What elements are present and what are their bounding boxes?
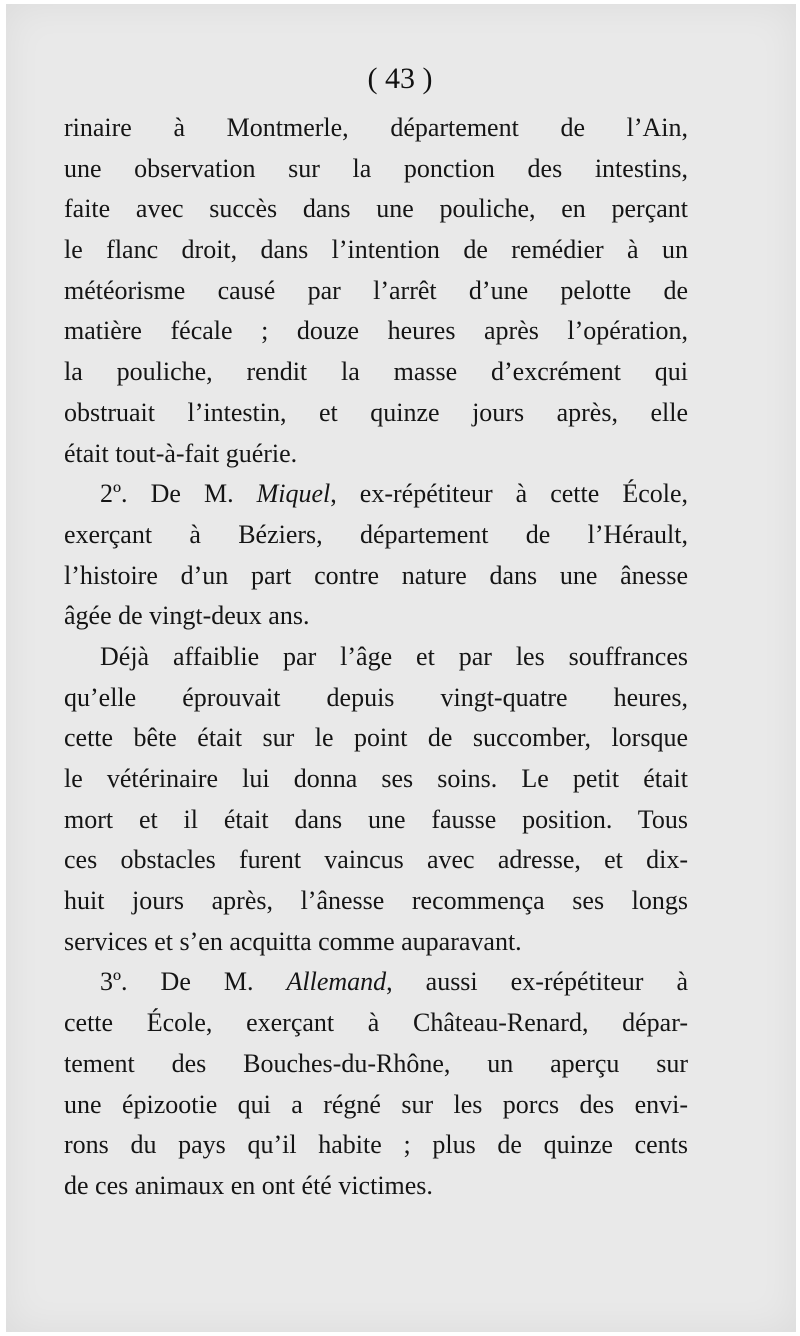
text-line: l’histoire d’un part contre nature dans une ânesse	[64, 560, 688, 590]
item-2-suffix: , ex-répétiteur à cette École,	[330, 479, 688, 509]
text-line: obstruait l’intestin, et quinze jours après, elle	[64, 397, 688, 427]
text-line: ces obstacles furent vaincus avec adresse, et dix-	[64, 845, 688, 875]
text-line: Déjà affaiblie par l’âge et par les souffrances	[100, 641, 688, 671]
text-line: mort et il était dans une fausse position. Tous	[64, 804, 688, 834]
text-line: tement des Bouches-du-Rhône, un aperçu sur	[64, 1048, 688, 1078]
text-line: exerçant à Béziers, département de l’Hérault,	[64, 519, 688, 549]
text-line: rons du pays qu’il habite ; plus de quinze cents	[64, 1130, 688, 1160]
text-line: rinaire à Montmerle, département de l’Ain,	[64, 113, 688, 142]
person-name-allemand: Allemand	[286, 967, 387, 997]
text-line: cette École, exerçant à Château-Renard, dépar-	[64, 1008, 688, 1038]
body-text	[64, 108, 688, 1207]
page-number: ( 43 )	[367, 62, 433, 95]
text-line: était tout-à-fait guérie.	[64, 438, 298, 468]
item-3-suffix: , aussi ex-répétiteur à	[386, 967, 688, 997]
text-line: une observation sur la ponction des intestins,	[64, 153, 688, 183]
text-line: le flanc droit, dans l’intention de remédier à un	[64, 235, 688, 265]
text-line: huit jours après, l’ânesse recommença ses longs	[64, 886, 688, 916]
text-line: faite avec succès dans une pouliche, en perçant	[64, 194, 688, 224]
text-line-item-3	[64, 962, 688, 1003]
person-name-miquel: Miquel	[256, 479, 331, 509]
text-line: matière fécale ; douze heures après l’opération,	[64, 316, 688, 346]
text-line: météorisme causé par l’arrêt d’une pelotte de	[64, 275, 688, 305]
text-line: de ces animaux en ont été victimes.	[64, 1170, 433, 1200]
text-line: services et s’en acquitta comme auparavant.	[64, 926, 522, 956]
text-line-item-2	[64, 474, 688, 515]
item-2-prefix: 2º. De M.	[100, 479, 257, 509]
text-line: le vétérinaire lui donna ses soins. Le petit était	[64, 764, 688, 793]
text-line: la pouliche, rendit la masse d’excrément qui	[64, 357, 688, 387]
text-line: une épizootie qui a régné sur les porcs des envi-	[64, 1089, 688, 1119]
text-line: cette bête était sur le point de succomber, lorsque	[64, 723, 688, 753]
item-3-prefix: 3º. De M.	[100, 967, 287, 997]
text-line: âgée de vingt-deux ans.	[64, 601, 310, 631]
text-line: qu’elle éprouvait depuis vingt-quatre heures,	[64, 682, 688, 712]
